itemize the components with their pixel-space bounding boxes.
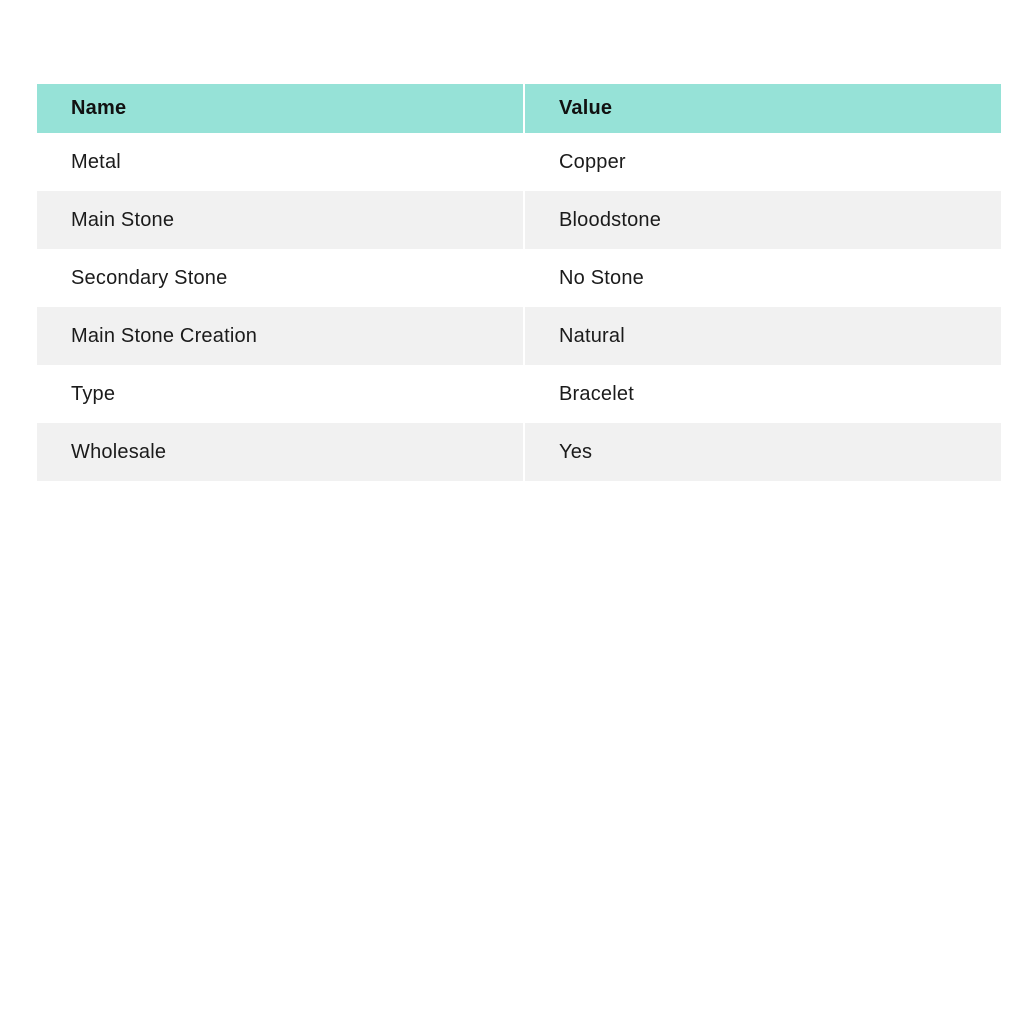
table-row [37, 423, 1001, 481]
table-cell-value: Bracelet [523, 365, 1001, 423]
table-cell-value: Bloodstone [523, 191, 1001, 249]
table-cell-name: Main Stone Creation [37, 307, 523, 365]
table-cell-name: Main Stone [37, 191, 523, 249]
table-cell-value: Natural [523, 307, 1001, 365]
table-row [37, 307, 1001, 365]
table-cell-name: Secondary Stone [37, 249, 523, 307]
table-header-value: Value [523, 84, 1001, 133]
attributes-table [37, 84, 1001, 481]
table-row [37, 249, 1001, 307]
table-cell-name: Wholesale [37, 423, 523, 481]
table-header-name: Name [37, 84, 523, 133]
table-cell-value: No Stone [523, 249, 1001, 307]
table-cell-value: Yes [523, 423, 1001, 481]
table-row [37, 365, 1001, 423]
table-cell-value: Copper [523, 133, 1001, 191]
table-row [37, 191, 1001, 249]
table-cell-name: Type [37, 365, 523, 423]
table-cell-name: Metal [37, 133, 523, 191]
table-row [37, 133, 1001, 191]
table-header-row [37, 84, 1001, 133]
